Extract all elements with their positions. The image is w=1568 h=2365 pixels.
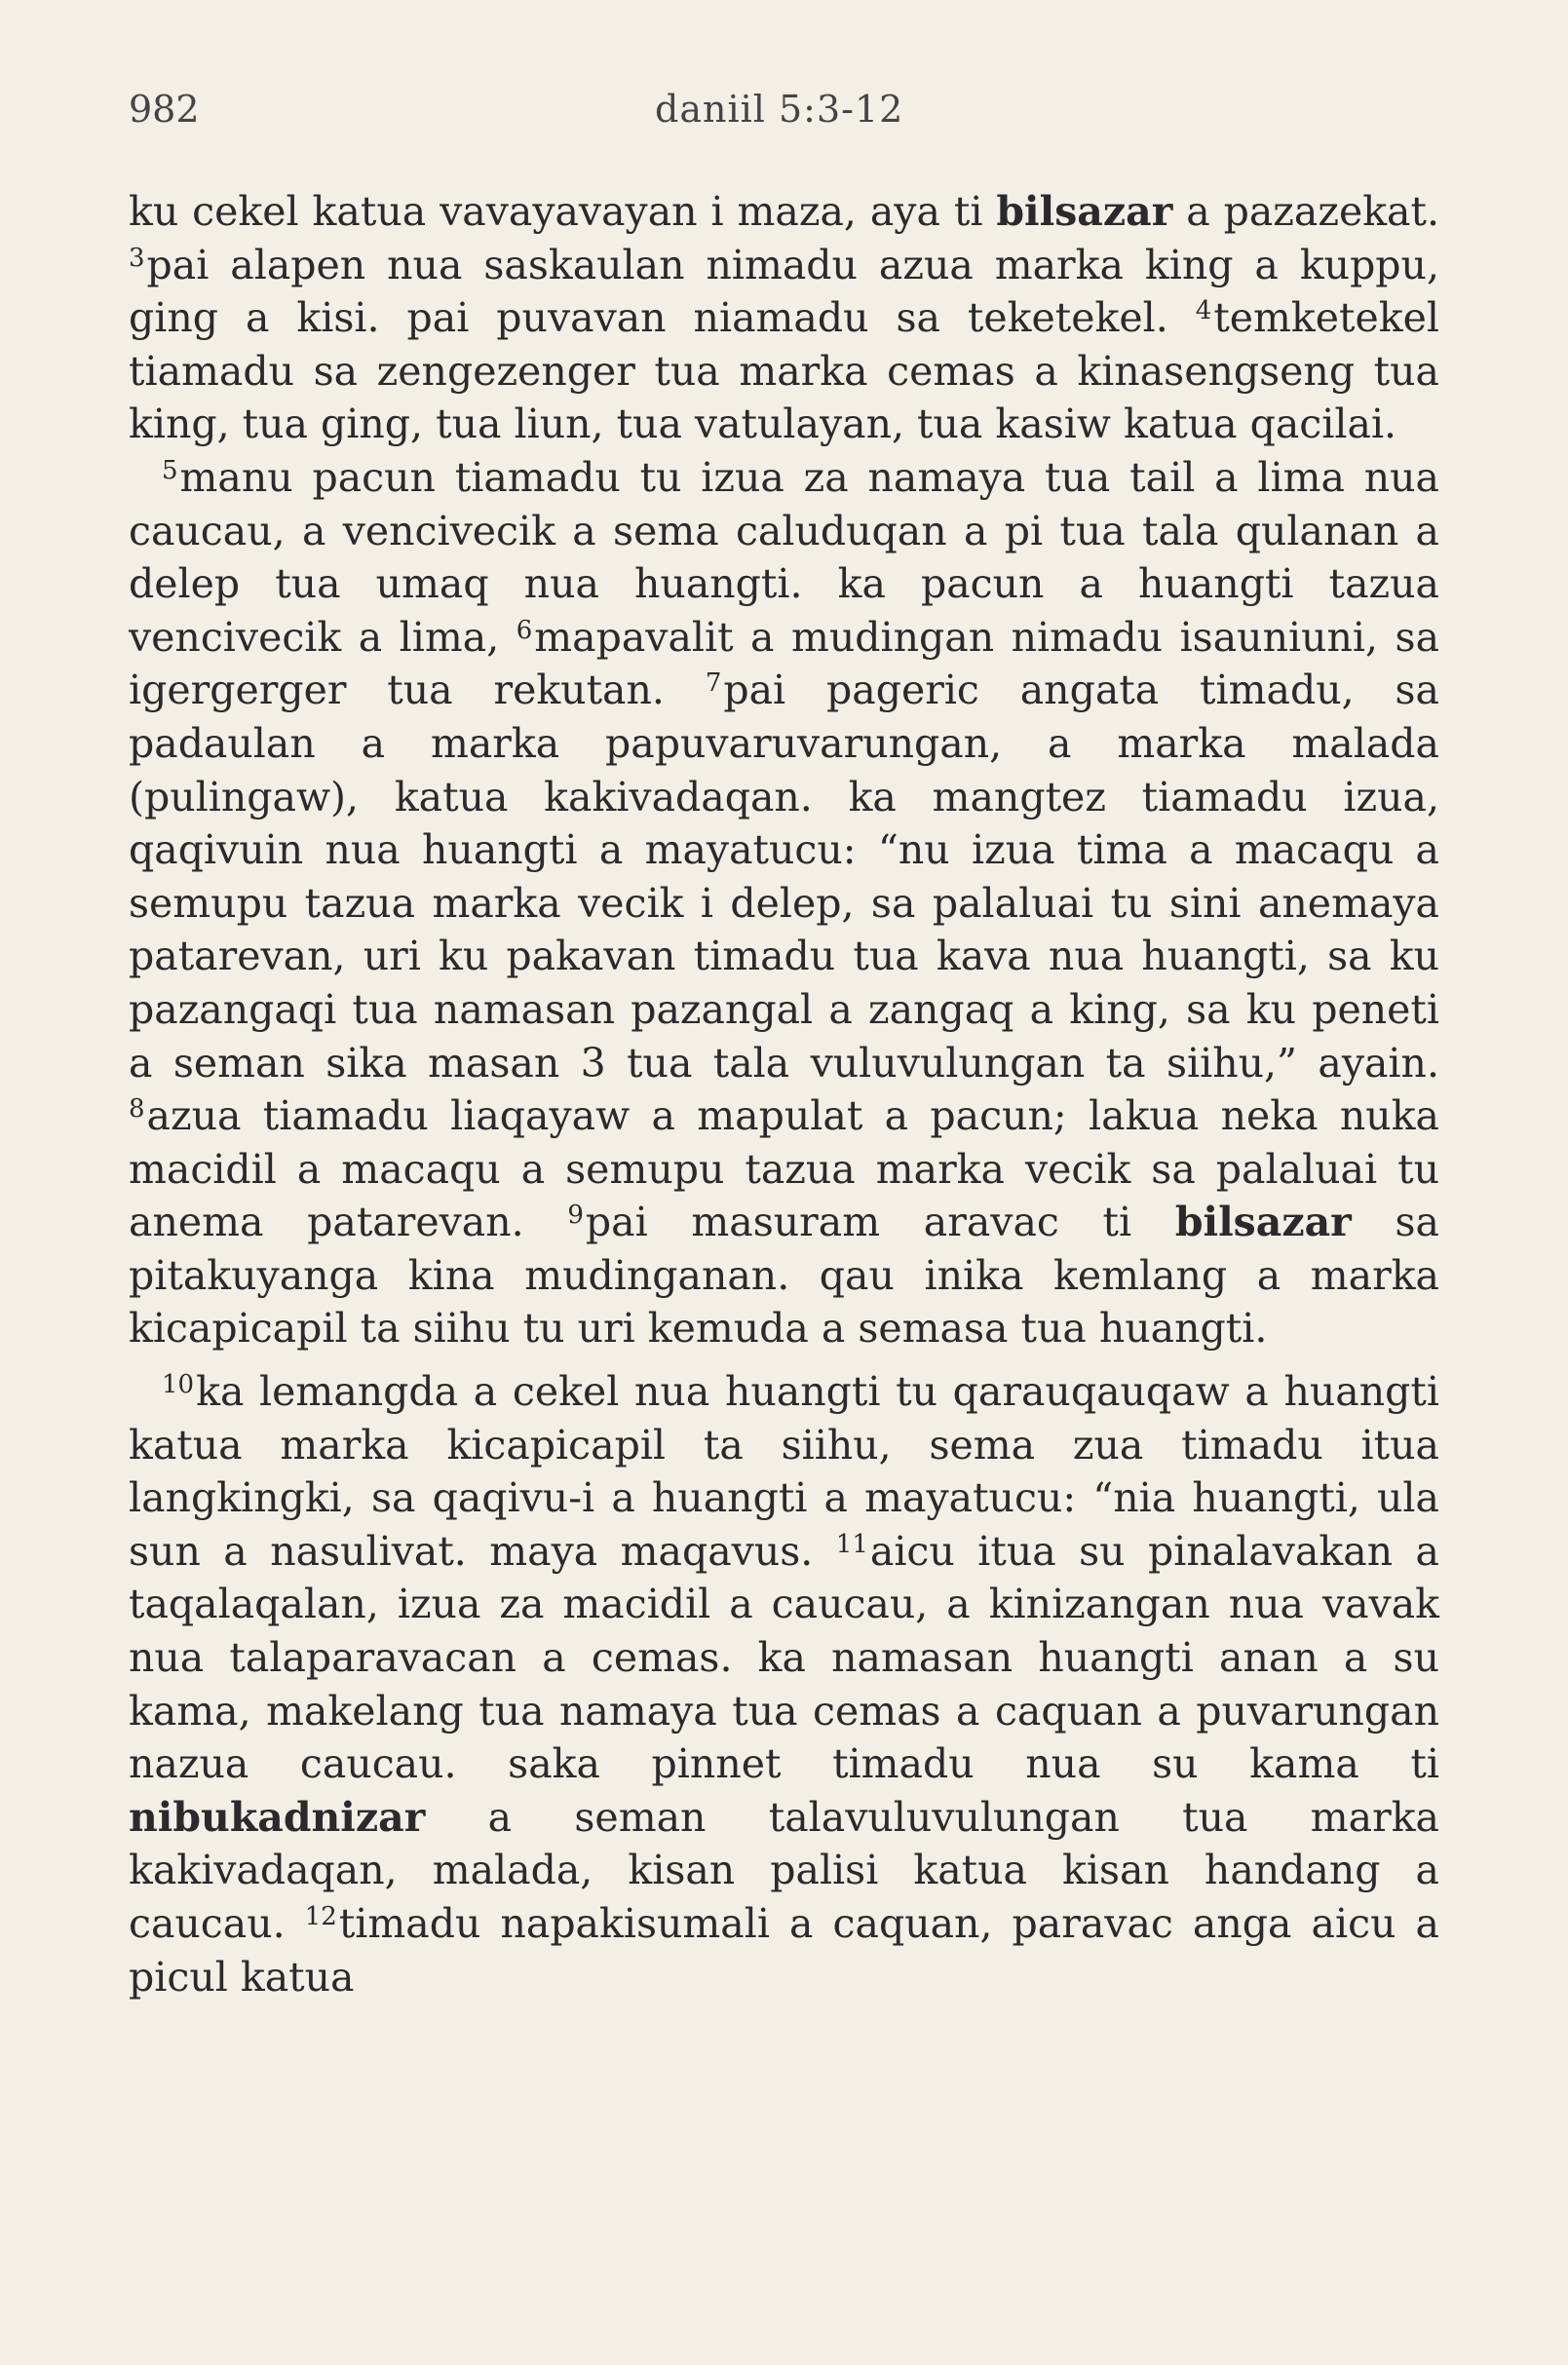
- verse-text: pai masuram aravac ti: [585, 1199, 1175, 1246]
- verse-text: mapavalit a mudingan nimadu isauniuni, sa igergerger tua rekutan.: [129, 613, 1440, 714]
- proper-name: nibukadnizar: [129, 1793, 426, 1841]
- verse-text: manu pacun tiamadu tu izua za namaya tua tail a lima nua caucau, a vencivecik a sema caluduqan a pi tua tala qulanan a delep tua umaq nua huangti. ka pacun a huangti tazua vencivecik a lima,: [129, 453, 1439, 661]
- verse-text: pai pageric angata timadu, sa padaulan a marka papuvaruvarungan, a marka malada (pulingaw), katua kakivadaqan. ka mangtez tiamadu izua, qaqivuin nua huangti a mayatucu: “nu izua tima a macaqu a semupu tazua marka vecik i delep, sa palaluai tu sini anemaya patarevan, uri ku pakavan timadu tua kava nua huangti, sa ku pazangaqi tua namasan pazangal a zangaq a king, sa ku peneti a seman sika masan 3 tua tala vuluvulungan ta siihu,” ayain.: [129, 667, 1439, 1087]
- paragraph: [129, 185, 1439, 451]
- page-number: 982: [129, 88, 200, 131]
- verse-number: 6: [516, 615, 533, 645]
- verse-number: 9: [567, 1201, 584, 1231]
- verse-text: aicu itua su pinalavakan a taqalaqalan, izua za macidil a caucau, a kinizangan nua vavak nua talaparavacan a cemas. ka namasan huangti anan a su kama, makelang tua namaya tua cemas a caquan a puvarungan nazua caucau. saka pinnet timadu nua su kama ti: [129, 1527, 1439, 1788]
- paragraph: [129, 451, 1439, 1355]
- verse-number: 8: [129, 1094, 145, 1125]
- verse-number: 7: [705, 668, 722, 699]
- proper-name: bilsazar: [996, 188, 1173, 235]
- running-head: daniil 5:3-12: [655, 88, 904, 131]
- verse-number: 12: [304, 1902, 337, 1931]
- verse-number: 10: [162, 1370, 195, 1400]
- verse-number: 11: [835, 1529, 868, 1559]
- proper-name: bilsazar: [1174, 1199, 1352, 1246]
- verse-text: a pazazekat.: [1172, 188, 1440, 235]
- verse-number: 4: [1195, 296, 1212, 326]
- verse-text: ku cekel katua vavayavayan i maza, aya ti: [129, 188, 997, 235]
- verse-text: ka lemangda a cekel nua huangti tu qarauqauqaw a huangti katua marka kicapicapil ta siihu, sema zua timadu itua langkingki, sa qaqivu-i a huangti a mayatucu: “nia huangti, ula sun a nasulivat. maya maqavus.: [129, 1368, 1439, 1575]
- verse-text: pai alapen nua saskaulan nimadu azua marka king a kuppu, ging a kisi. pai puvavan niamadu sa teketekel.: [129, 241, 1439, 342]
- verse-number: 5: [162, 455, 178, 485]
- verse-number: 3: [129, 243, 145, 273]
- page-header: [129, 68, 1439, 131]
- verse-text: temketekel tiamadu sa zengezenger tua marka cemas a kinasengseng tua king, tua ging, tua liun, tua vatulayan, tua kasiw katua qacilai.: [129, 294, 1439, 448]
- body-text: [129, 185, 1439, 2003]
- verse-text: timadu napakisumali a caquan, paravac anga aicu a picul katua: [129, 1900, 1439, 2001]
- verse-text: a seman talavuluvulungan tua marka kakivadaqan, malada, kisan palisi katua kisan handang a caucau.: [129, 1793, 1439, 1947]
- verse-text: sa pitakuyanga kina mudinganan. qau inika kemlang a marka kicapicapil ta siihu tu uri kemuda a semasa tua huangti.: [129, 1199, 1439, 1353]
- verse-text: azua tiamadu liaqayaw a mapulat a pacun; lakua neka nuka macidil a macaqu a semupu tazua marka vecik sa palaluai tu anema patarevan.: [129, 1092, 1439, 1246]
- paragraph: [129, 1365, 1439, 2003]
